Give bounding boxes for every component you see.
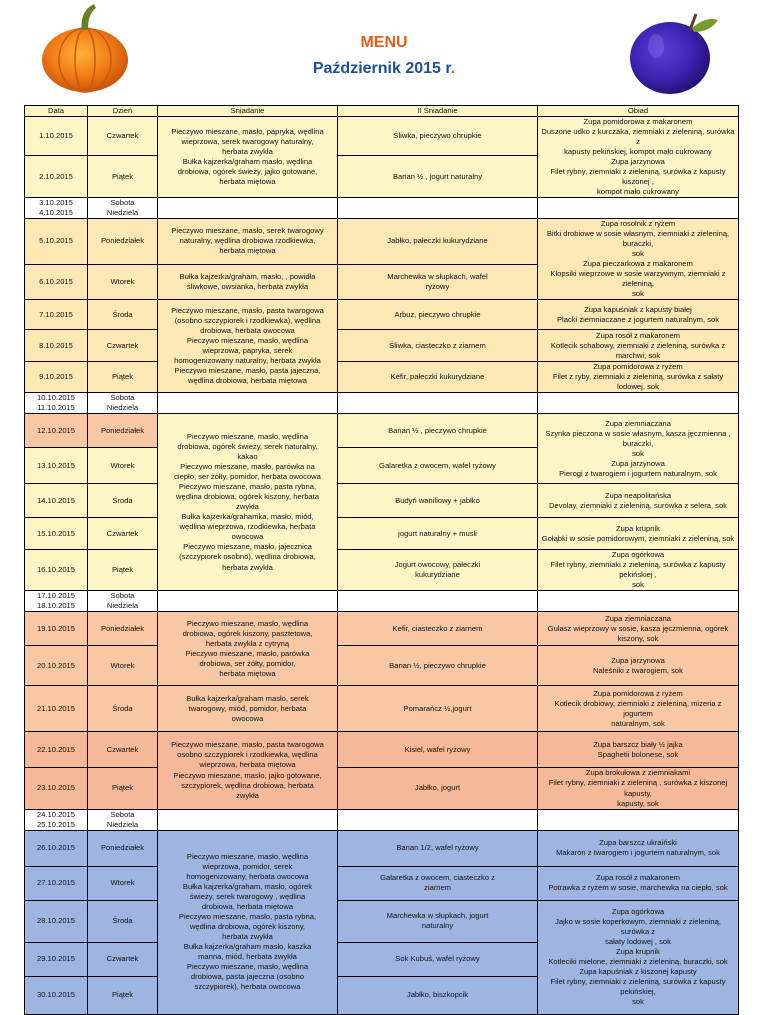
day-cell: Poniedziałek <box>88 830 158 866</box>
second-breakfast-cell: Arbuz, pieczywo chrupkie <box>338 300 538 330</box>
menu-table <box>24 105 739 1015</box>
table-row <box>25 550 739 591</box>
day-cell: Czwartek <box>88 942 158 976</box>
lunch-cell: Zupa pomidorowa z makaronem Duszone udko z kurczaka, ziemniaki z zieleniną, surówka z kapusty pekińskiej, kompot mało cukrowany Zupa jarzynowa Filet rybny, ziemniaki z zieleniną, surówka z kapusty kiszonej , kompot mało cukrowany <box>538 117 739 198</box>
table-row <box>25 768 739 809</box>
day-cell: Poniedziałek <box>88 219 158 264</box>
lunch-cell: Zupa pomidorowa z ryżem Filet z ryby, ziemniaki z zieleniną, surówka z sałaty lodowej, sok <box>538 362 739 393</box>
day-cell: Poniedziałek <box>88 612 158 646</box>
breakfast-cell: Pieczywo mieszane, masło, serek twarogowy naturalny, wędlina drobiowa rzodkiewka, herbata miętowa <box>158 219 338 264</box>
lunch-cell: Zupa rosolnik z ryżem Bitki drobiowe w sosie własnym, ziemniaki z zieleniną, buraczki, sok Zupa pieczarkowa z makaronem Klopsiki wieprzowe w sosie warzywnym, ziemniaki z zieleniną, sok <box>538 219 739 300</box>
weekend-row <box>25 393 739 414</box>
lunch-cell: Zupa barszcz biały ½ jajka Spaghetii bolonese, sok <box>538 732 739 768</box>
breakfast-cell: Pieczywo mieszane, masło, wędlina drobiowa, ogórek kiszony, pasztetowa, herbata zwykła z cytryną Pieczywo mieszane, masło, parówka drobiowa, ser żółty, pomidor, herbata miętowa <box>158 612 338 686</box>
second-breakfast-cell: Marchewka w słupkach, wafel ryżowy <box>338 264 538 300</box>
date-cell: 5.10.2015 <box>25 219 88 264</box>
date-cell: 23.10.2015 <box>25 768 88 809</box>
day-cell: Wtorek <box>88 448 158 484</box>
second-breakfast-cell: Jabłko, pałeczki kukurydziane <box>338 219 538 264</box>
day-cell: Piątek <box>88 976 158 1014</box>
lunch-cell: Zupa jarzynowa Naleśniki z twarogiem, sok <box>538 646 739 686</box>
breakfast-cell: Bułka kajzerka/graham, masło, , powidła śliwkowe, owsianka, herbata zwykła <box>158 264 338 300</box>
date-cell: 3.10.2015 4.10.2015 <box>25 198 88 219</box>
date-cell: 17.10.2015 18.10.2015 <box>25 591 88 612</box>
second-breakfast-cell: Kefir, pałeczki kukurydziane <box>338 362 538 393</box>
second-breakfast-cell: Pomarańcz ½,jogurt <box>338 686 538 732</box>
day-cell: Czwartek <box>88 518 158 550</box>
second-breakfast-cell: Budyń waniliowy + jabłko <box>338 484 538 518</box>
day-cell: Środa <box>88 300 158 330</box>
lunch-cell: Zupa brokułowa z ziemniakami Filet rybny, ziemniaki z zieleniną , surówka z kiszonej kapusty, kapusty, sok <box>538 768 739 809</box>
table-row <box>25 830 739 866</box>
date-cell: 19.10.2015 <box>25 612 88 646</box>
second-breakfast-cell: Sok Kubuś, wafel ryżowy <box>338 942 538 976</box>
month-title-text: Październik 2015 r <box>312 60 451 77</box>
date-cell: 10.10.2015 11.10.2015 <box>25 393 88 414</box>
second-breakfast-cell: Banan 1/2, wafel ryżowy <box>338 830 538 866</box>
date-cell: 8.10.2015 <box>25 330 88 362</box>
weekend-row <box>25 591 739 612</box>
table-row <box>25 117 739 156</box>
table-row <box>25 866 739 900</box>
lunch-cell: Zupa neapolitańska Devolay, ziemniaki z zieleniną, surówka z selera, sok <box>538 484 739 518</box>
day-cell: Środa <box>88 686 158 732</box>
breakfast-cell: Pieczywo mieszane, masło, pasta twarogowa (osobno szczypiorek i rzodkiewka), wędlina drobiowa, herbata owocowa Pieczywo mieszane, masło, wędlina wieprzowa, papryka, serek homogenizowany naturalny, herbata zwykła Pieczywo mieszane, masło, pasta jajeczna, wędlina drobiowa, herbata miętowa <box>158 300 338 393</box>
table-row <box>25 362 739 393</box>
lunch-cell: Zupa kapuśniak z kapusty białej Placki ziemniaczane z jogurtem naturalnym, sok <box>538 300 739 330</box>
lunch-cell: Zupa rosół z makaronem Potrawka z ryżem w sosie, marchewka na ciepło, sok <box>538 866 739 900</box>
header-lunch: Obiad <box>538 106 739 117</box>
lunch-cell: Zupa barszcz ukraiński Makaron z twarogiem i jogurtem naturalnym, sok <box>538 830 739 866</box>
day-cell: Czwartek <box>88 732 158 768</box>
breakfast-cell: Bułka kajzerka/graham masło, serek twarogowy, miód, pomidor, herbata owocowa <box>158 686 338 732</box>
second-breakfast-cell: jogurt naturalny + musli <box>338 518 538 550</box>
second-breakfast-cell: Śliwka, ciasteczko z ziarnem <box>338 330 538 362</box>
breakfast-cell: Pieczywo mieszane, masło, wędlina wieprzowa, pomidor, serek homogenizowany, herbata owocowa Bułka kajzerka/graham, masło, ogórek świeży, serek twarogowy , wędlina drobiowa, herbata miętowa Pieczywo mieszane, masło, pasta rybna, wędlina drobiowa, ogórek kiszony, herbata zwykła Bułka kajzerka/graham masło, kaszka manna, miód, herbata zwykła Pieczywo mieszane, masło, wędlina drobiowa, pasta jajeczna (osobno szczypiorek), herbata owocowa <box>158 830 338 1014</box>
day-cell: Poniedziałek <box>88 414 158 448</box>
table-row <box>25 300 739 330</box>
header-breakfast: Śniadanie <box>158 106 338 117</box>
day-cell: Wtorek <box>88 264 158 300</box>
table-row <box>25 330 739 362</box>
date-cell: 12.10.2015 <box>25 414 88 448</box>
day-cell: Piątek <box>88 768 158 809</box>
table-row <box>25 219 739 264</box>
header-date: Data <box>25 106 88 117</box>
day-cell: Piątek <box>88 362 158 393</box>
table-row <box>25 900 739 942</box>
table-header-row <box>25 106 739 117</box>
second-breakfast-cell: Kefir, ciasteczko z ziarnem <box>338 612 538 646</box>
table-row <box>25 612 739 646</box>
date-cell: 27.10.2015 <box>25 866 88 900</box>
date-cell: 21.10.2015 <box>25 686 88 732</box>
day-cell: Środa <box>88 900 158 942</box>
second-breakfast-cell: Banan ½, pieczywo chrupkie <box>338 646 538 686</box>
lunch-cell: Zupa ogórkowa Jajko w sosie koperkowym, ziemniaki z zieleniną, surówka z sałaty lodowej , sok Zupa krupnik Kotleciki mielone, ziemniaki z zieleniną, buraczki, sok Zupa kapuśniak z kiszonej kapusty Filet rybny, ziemniaki z zieleniną, surówka z kapusty pekińskiej, sok <box>538 900 739 1014</box>
date-cell: 9.10.2015 <box>25 362 88 393</box>
second-breakfast-cell: Jabłko, biszkopcik <box>338 976 538 1014</box>
day-cell: Sobota Niedziela <box>88 809 158 830</box>
lunch-cell: Zupa ogórkowa Filet rybny, ziemniaki z zieleniną, surówka z kapusty pekińskiej , sok <box>538 550 739 591</box>
second-breakfast-cell: Banan ½ , pieczywo chrupkie <box>338 414 538 448</box>
lunch-cell: Zupa krupnik Gołąbki w sosie pomidorowym, ziemniaki z zieleniną, sok <box>538 518 739 550</box>
date-cell: 13.10.2015 <box>25 448 88 484</box>
date-cell: 29.10.2015 <box>25 942 88 976</box>
day-cell: Sobota Niedziela <box>88 393 158 414</box>
header-second-breakfast: II Śniadanie <box>338 106 538 117</box>
breakfast-cell: Pieczywo mieszane, masło, wędlina drobiowa, ogórek świeży, serek naturalny, kakao Pieczywo mieszane, masło, parówka na ciepło, ser żółty, pomidor, herbata owocowa Pieczywo mieszane, masło, pasta rybna, wędlina drobiowa, ogórek kiszony, herbata zwykła Bułka kajzerka/grahamka, masło, miód, wędlina wieprzowa, rzodkiewka, herbata owocowa Pieczywo mieszane, masło, jajecznica (szczypiorek osobno), wędlina drobiowa, herbata zwykła <box>158 414 338 591</box>
day-cell: Czwartek <box>88 117 158 156</box>
date-cell: 6.10.2015 <box>25 264 88 300</box>
day-cell: Sobota Niedziela <box>88 198 158 219</box>
plum-icon <box>626 6 722 98</box>
date-cell: 1.10.2015 <box>25 117 88 156</box>
day-cell: Wtorek <box>88 866 158 900</box>
second-breakfast-cell: Galaretka z owocem, ciasteczko z ziarnem <box>338 866 538 900</box>
day-cell: Piątek <box>88 550 158 591</box>
date-cell: 14.10.2015 <box>25 484 88 518</box>
lunch-cell: Zupa ziemniaczana Gulasz wieprzowy w sosie, kasza jęczmienna, ogórek kiszony, sok <box>538 612 739 646</box>
second-breakfast-cell: Galaretka z owocem, wafel ryżowy <box>338 448 538 484</box>
day-cell: Wtorek <box>88 646 158 686</box>
weekend-row <box>25 809 739 830</box>
date-cell: 2.10.2015 <box>25 156 88 198</box>
breakfast-cell: Pieczywo mieszane, masło, pasta twarogowa osobno szczypiorek i rzodkiewka, wędlina wieprzowa, herbata miętowa Pieczywo mieszane, masło, jajko gotowane, szczypiorek, wędlina drobiowa, herbata zwykła <box>158 732 338 809</box>
day-cell: Sobota Niedziela <box>88 591 158 612</box>
date-cell: 26.10.2015 <box>25 830 88 866</box>
date-cell: 15.10.2015 <box>25 518 88 550</box>
day-cell: Środa <box>88 484 158 518</box>
day-cell: Piątek <box>88 156 158 198</box>
month-title-dot: . <box>450 60 456 77</box>
date-cell: 30.10.2015 <box>25 976 88 1014</box>
second-breakfast-cell: Jabłko, jogurt <box>338 768 538 809</box>
month-title <box>0 60 768 78</box>
table-row <box>25 686 739 732</box>
table-row <box>25 646 739 686</box>
breakfast-cell: Pieczywo mieszane, masło, papryka, wędlina wieprzowa, serek twarogowy naturalny, herbata zwykła Bułka kajzerka/graham masło, wędlina drobiowa, ogórek świeży, jajko gotowane, herbata miętowa <box>158 117 338 198</box>
weekend-row <box>25 198 739 219</box>
date-cell: 20.10.2015 <box>25 646 88 686</box>
date-cell: 24.10.2015 25.10.2015 <box>25 809 88 830</box>
table-row <box>25 414 739 448</box>
date-cell: 7.10.2015 <box>25 300 88 330</box>
second-breakfast-cell: Marchewka w słupkach, jogurt naturalny <box>338 900 538 942</box>
table-row <box>25 518 739 550</box>
second-breakfast-cell: Śliwka, pieczywo chrupkie <box>338 117 538 156</box>
lunch-cell: Zupa pomidorowa z ryżem Kotlecik drobiowy, ziemniaki z zieleniną, mizeria z jogurtem naturalnym, sok <box>538 686 739 732</box>
header-day: Dzień <box>88 106 158 117</box>
second-breakfast-cell: Jogurt owocowy, pałeczki kukurydziane <box>338 550 538 591</box>
lunch-cell: Zupa rosół z makaronem Kotlecik schabowy, ziemniaki z zieleniną, surówka z marchwi, sok <box>538 330 739 362</box>
date-cell: 22.10.2015 <box>25 732 88 768</box>
second-breakfast-cell: Kisiel, wafel ryżowy <box>338 732 538 768</box>
date-cell: 28.10.2015 <box>25 900 88 942</box>
menu-title: MENU <box>360 34 408 51</box>
date-cell: 16.10.2015 <box>25 550 88 591</box>
day-cell: Czwartek <box>88 330 158 362</box>
lunch-cell: Zupa ziemniaczana Szynka pieczona w sosie własnym, kasza jęczmienna , buraczki, sok Zupa jarzynowa Pierogi z twarogiem i jogurtem naturalnym, sok <box>538 414 739 484</box>
table-row <box>25 484 739 518</box>
table-row <box>25 732 739 768</box>
second-breakfast-cell: Banan ½ , jogurt naturalny <box>338 156 538 198</box>
